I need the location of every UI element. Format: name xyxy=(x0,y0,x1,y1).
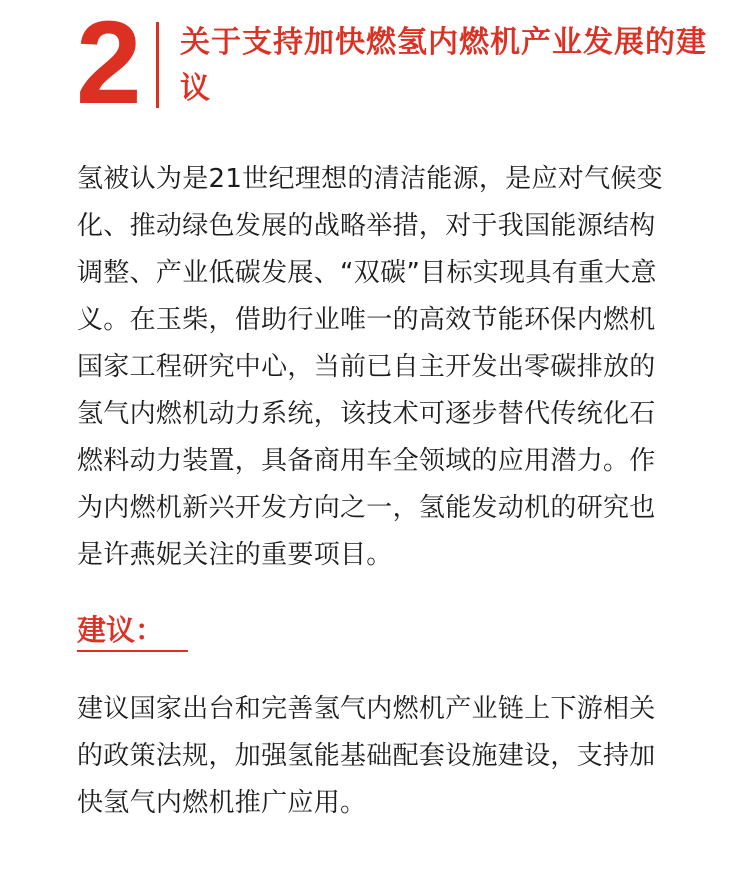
section-header xyxy=(76,0,716,129)
recommendation-heading: 建议： xyxy=(77,610,188,652)
divider-line xyxy=(156,22,159,108)
section-title: 关于支持加快燃氢内燃机产业发展的建议 xyxy=(180,25,707,106)
body-paragraph: 氢被认为是21世纪理想的清洁能源，是应对气候变化、推动绿色发展的战略举措，对于我国能源结构调整、产业低碳发展、“双碳”目标实现具有重大意义。在玉柴，借助行业唯一的高效节能环保内燃机国家工程研究中心，当前已自主开发出零碳排放的氢气内燃机动力系统，该技术可逐步替代传统化石燃料动力装置，具备商用车全领域的应用潜力。作为内燃机新兴开发方向之一，氢能发动机的研究也是许燕妮关注的重要项目。 xyxy=(77,164,663,570)
section-number: 2 xyxy=(76,0,142,129)
recommendation-text: 建议国家出台和完善氢气内燃机产业链上下游相关的政策法规，加强氢能基础配套设施建设，支持加快氢气内燃机推广应用。 xyxy=(77,694,656,818)
